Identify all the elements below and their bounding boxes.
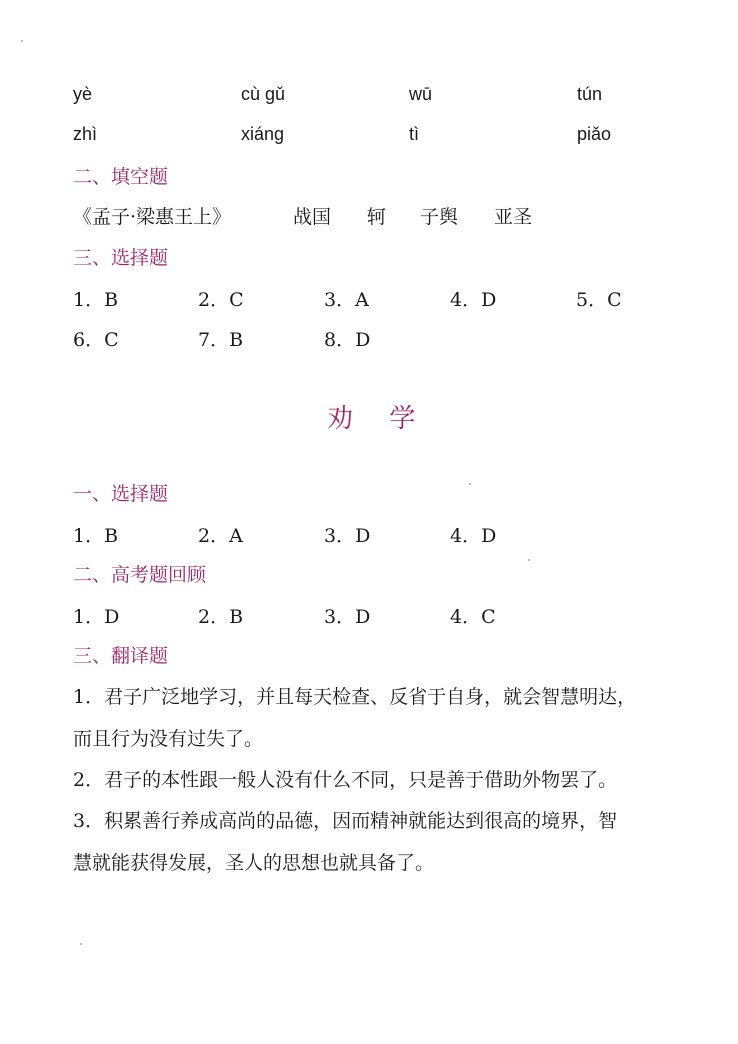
translation-line: 2．君子的本性跟一般人没有什么不同，只是善于借助外物罢了。 bbox=[73, 769, 618, 791]
pinyin-answer: tún bbox=[577, 84, 603, 104]
choice-answer: 5．C bbox=[576, 289, 622, 311]
exam-answer: 2．B bbox=[198, 606, 244, 628]
section-heading-choice: 一、选择题 bbox=[73, 483, 169, 505]
scan-speck bbox=[21, 40, 23, 42]
translation-line: 慧就能获得发展，圣人的思想也就具备了。 bbox=[73, 852, 435, 874]
choice-answer: 1．B bbox=[73, 289, 119, 311]
choice-answer: 1．B bbox=[73, 525, 119, 547]
pinyin-answer: cù gǔ bbox=[241, 84, 286, 104]
pinyin-answer: piǎo bbox=[577, 124, 612, 144]
choice-answer: 8．D bbox=[324, 329, 371, 351]
scan-speck bbox=[528, 559, 530, 561]
scan-speck bbox=[469, 483, 471, 485]
translation-line: 1．君子广泛地学习，并且每天检查、反省于自身，就会智慧明达， bbox=[73, 686, 637, 708]
choice-answer: 7．B bbox=[198, 329, 244, 351]
choice-answer: 2．C bbox=[198, 289, 244, 311]
pinyin-answer: zhì bbox=[73, 124, 98, 144]
pinyin-answer: yè bbox=[73, 84, 93, 104]
choice-answer: 6．C bbox=[73, 329, 119, 351]
fill-blank-answer: 子舆 bbox=[420, 206, 459, 228]
pinyin-answer: xiáng bbox=[241, 124, 285, 144]
fill-blank-answer: 《孟子·梁惠王上》 bbox=[73, 206, 232, 228]
choice-answer: 2．A bbox=[198, 525, 243, 547]
choice-answer: 4．D bbox=[450, 525, 497, 547]
fill-blank-answer: 战国 bbox=[293, 206, 332, 228]
scan-speck bbox=[80, 943, 82, 945]
translation-line: 3．积累善行养成高尚的品德，因而精神就能达到很高的境界，智 bbox=[73, 810, 618, 832]
pinyin-answer: wū bbox=[409, 84, 433, 104]
choice-answer: 3．A bbox=[324, 289, 369, 311]
choice-answer: 3．D bbox=[324, 525, 371, 547]
section-heading-fill-blank: 二、填空题 bbox=[73, 166, 169, 188]
fill-blank-answer: 亚圣 bbox=[494, 206, 533, 228]
fill-blank-answer: 轲 bbox=[367, 206, 387, 228]
lesson-title: 劝 学 bbox=[327, 404, 430, 434]
section-heading-translation: 三、翻译题 bbox=[73, 645, 169, 667]
exam-answer: 1．D bbox=[73, 606, 120, 628]
exam-answer: 3．D bbox=[324, 606, 371, 628]
pinyin-answer: tì bbox=[409, 124, 420, 144]
exam-answer: 4．C bbox=[450, 606, 496, 628]
section-heading-choice: 三、选择题 bbox=[73, 247, 169, 269]
translation-line: 而且行为没有过失了。 bbox=[73, 728, 264, 750]
choice-answer: 4．D bbox=[450, 289, 497, 311]
section-heading-exam-review: 二、高考题回顾 bbox=[73, 564, 207, 586]
